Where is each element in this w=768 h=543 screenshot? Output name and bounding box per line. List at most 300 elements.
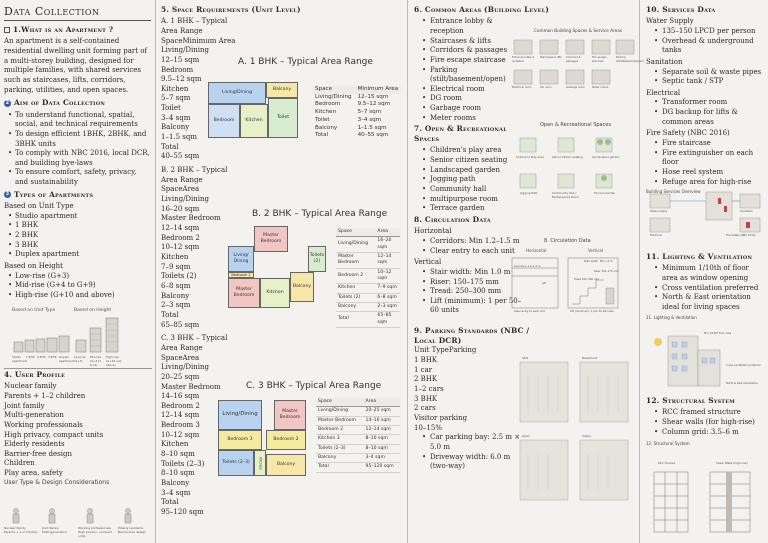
table-row <box>312 109 401 117</box>
column-1 <box>0 0 156 543</box>
text-line: Bedroom 2 <box>161 233 200 242</box>
room-toilets: Toilets (2) <box>308 246 326 272</box>
list-item: • Clear entry to each unit <box>414 247 526 257</box>
user-line: Play area, safety <box>4 469 63 478</box>
structural-figure-title: 12. Structural System <box>646 441 690 447</box>
table-cell: Total <box>336 312 375 328</box>
list-item: • Duplex apartment <box>4 250 151 260</box>
figure-label: 3 BHK <box>48 355 57 359</box>
text-line: Living/Dining <box>161 195 210 204</box>
list-item: • North & East orientation ideal for living spaces <box>646 293 764 312</box>
height-label: Based on Height <box>4 261 63 270</box>
table-row <box>312 101 401 109</box>
text-line: Toilets (2) <box>161 272 197 281</box>
room-balcony: Balcony <box>290 272 314 302</box>
text-line: 12–15 sqm <box>161 55 200 64</box>
list-item: • To comply with NBC 2016, local DCR, and building bye-laws <box>4 149 151 168</box>
table-cell: 8–10 sqm <box>364 444 400 453</box>
text-line: 9.5–12 sqm <box>161 75 202 84</box>
section-10-heading <box>646 5 764 15</box>
text-line: 2 BHK <box>414 375 438 384</box>
figure-label: Stilt <box>522 356 528 360</box>
list-item: • Parking (stilt/basement/open) <box>414 66 522 85</box>
user-line: Nuclear family <box>4 382 57 391</box>
section-11-heading-text: 11. Lighting & Ventilation <box>646 252 753 261</box>
text-line: 16–20 sqm <box>161 204 200 213</box>
figure-label: Cross ventilation preferred <box>726 364 761 367</box>
text-line: Living/Dining <box>161 46 210 55</box>
text-line: 3 BHK <box>414 394 438 403</box>
figure-label: Stair width: Min 1.0 m <box>584 260 613 263</box>
figure-label: Electrical <box>650 234 662 237</box>
text-line: Toilets (2–3) <box>161 459 205 468</box>
water-label: Water Supply <box>646 17 694 26</box>
fire-label: Fire Safety (NBC 2016) <box>646 129 730 138</box>
table-cell: 12–14 sqm <box>375 252 400 268</box>
table-cell: Kitchen <box>315 109 337 116</box>
table-row <box>316 444 400 453</box>
table-cell: 1–1.5 sqm <box>357 124 387 131</box>
table-cell: 10–12 sqm <box>375 268 400 284</box>
table-row <box>336 237 400 253</box>
square-bullet-icon <box>4 27 10 33</box>
text-line: 10–12 sqm <box>161 243 200 252</box>
table-header: Space <box>312 86 355 94</box>
room-living: Living/Dining <box>208 82 266 104</box>
user-line: Barrier-free design <box>4 449 72 458</box>
common-figure-title: Common Building Spaces & Service Areas <box>534 28 623 33</box>
section-2-heading-text: Aim of Data Collection <box>14 98 106 108</box>
open-spaces-figure-title: Open & Recreational Spaces <box>540 122 612 128</box>
list-item: • Garbage room <box>414 104 522 114</box>
text-line: 8–10 sqm <box>161 469 195 478</box>
user-line: Children <box>4 459 35 468</box>
structural-illustration <box>646 468 764 538</box>
table-row <box>312 132 401 140</box>
table-row <box>312 117 401 125</box>
text-line: Kitchen <box>161 84 189 93</box>
text-line: Bedroom <box>161 65 194 74</box>
text-line: 3–4 sqm <box>161 113 191 122</box>
room-balcony: Balcony <box>266 82 298 98</box>
section-5-heading-text: 5. Space Requirements (Unit Level) <box>161 5 301 14</box>
figure-label: Electrical room <box>512 86 532 89</box>
list-item: • Studio apartment <box>4 212 151 222</box>
page-title: Data Collection <box>4 4 151 21</box>
figure-label: DG room <box>540 86 552 89</box>
text-line: 3–4 sqm <box>161 488 191 497</box>
figure-label: Mid-rise (G+4 to G+9) <box>90 355 102 367</box>
list-item: • DG room <box>414 94 522 104</box>
table-cell: Kitchen <box>336 284 375 293</box>
table-cell: 20–25 sqm <box>364 407 400 416</box>
table-row <box>316 453 400 462</box>
list-item: • Separate soil & waste pipes <box>646 68 764 78</box>
room-living: Living/ Dining <box>228 246 254 272</box>
section-11-heading <box>646 252 764 262</box>
section-3-heading <box>4 190 151 200</box>
list-item: • Jogging path <box>414 175 530 185</box>
table-cell: 6–8 sqm <box>375 293 400 302</box>
vertical-label: Vertical <box>414 258 442 267</box>
bhk2-area-table <box>336 228 400 328</box>
list-item: • 135–150 LPCD per person <box>646 27 764 37</box>
text-line: 10–12 sqm <box>161 430 200 439</box>
list-item: • multipurpose room <box>414 195 530 205</box>
section-1-heading-text: 1.What is an Apartment ? <box>13 25 114 35</box>
list-item: • To ensure comfort, safety, privacy, and sustainability <box>4 168 151 187</box>
figure-label: Lift <box>542 282 547 285</box>
text-line: Bedroom 3 <box>161 421 200 430</box>
table-cell: Living/Dining <box>336 237 375 253</box>
figure-sublabel: Multi-generation <box>42 530 67 534</box>
text-line: Master Bedroom <box>161 214 221 223</box>
figure-label: North & East Orientation <box>726 382 758 385</box>
figure-label: Garbage room <box>566 86 585 89</box>
list-item: • Fire escape staircase <box>414 56 522 66</box>
figure-label: Clear entry to each unit <box>514 310 545 313</box>
list-item: • Minimum 1/10th of floor area as window opening <box>646 264 764 283</box>
text-line: 1–1.5 sqm <box>161 133 198 142</box>
table-cell: Balcony <box>315 124 338 131</box>
list-item: • Corridors & passages <box>414 46 522 56</box>
list-item: • Tread: 250–300 mm <box>414 287 526 297</box>
figure-label: Fire Safety (NBC 2016) <box>726 234 756 237</box>
room-master-bedroom: Master Bedroom <box>254 226 288 252</box>
figure-label: RCC Framed <box>658 461 676 465</box>
user-line: Multi-generation <box>4 411 64 420</box>
figure-label: Elderly residents <box>118 526 144 530</box>
figure-label: Visitor <box>582 434 592 438</box>
figure-label: Senior Citizen Seating <box>552 155 583 159</box>
list-item: • Overhead & underground tanks <box>646 37 764 56</box>
bhk3-title: C. 3 BHK – Typical Area Range <box>161 334 228 352</box>
column-2 <box>156 0 408 543</box>
section-6-heading-text: 6. Common Areas (Building Level) <box>414 5 550 14</box>
figure-label: Open <box>522 434 531 438</box>
table-header: Space <box>336 228 375 237</box>
text-line: Kitchen <box>161 252 189 261</box>
bhk2-figure-title: B. 2 BHK – Typical Area Range <box>252 209 388 219</box>
table-cell: 12–15 sqm <box>357 93 389 100</box>
unit-type-label: Based on Unit Type <box>4 202 74 211</box>
list-item: • Fire extinguisher on each floor <box>646 149 764 168</box>
list-item: • Stair width: Min 1.0 m <box>414 268 526 278</box>
table-cell: Bedroom 2 <box>316 425 364 434</box>
text-line: Master Bedroom <box>161 382 221 391</box>
text-line: Living/Dining <box>161 363 210 372</box>
list-item: • Low-rise (G+3) <box>4 272 151 282</box>
text-line: Total <box>161 498 179 507</box>
figure-label: Low-rise (G+3) <box>74 355 86 363</box>
room-master-bedroom: Master Bedroom <box>274 400 306 430</box>
section-9-heading-text: 9. Parking Standards (NBC / Local DCR) <box>414 326 530 346</box>
figure-label: Nuclear family <box>4 526 26 530</box>
user-line: Parents + 1–2 children <box>4 391 86 400</box>
section-8-heading-text: 8. Circulation Data <box>414 215 491 224</box>
table-cell: Total <box>316 463 364 472</box>
room-balcony: Balcony <box>266 454 306 476</box>
bhk1-plan <box>208 82 298 138</box>
text-line: Kitchen <box>161 440 189 449</box>
user-line: High privacy, compact units <box>4 430 104 439</box>
list-item: • RCC framed structure <box>646 408 764 418</box>
figure-label: Riser 150–175 mm <box>594 270 619 273</box>
number-badge-icon: 2 <box>5 99 10 106</box>
text-line: Total <box>161 142 179 151</box>
figure-label: Entrance lobby & reception <box>512 56 535 63</box>
figure-label: Vertical <box>588 248 603 253</box>
table-cell: Balcony <box>336 302 375 311</box>
bhk1-figure-title: A. 1 BHK – Typical Area Range <box>238 57 373 67</box>
room-toilets: Toilets (2–3) <box>218 450 254 476</box>
bhk1-area-table <box>312 86 401 140</box>
text-line: Toilet <box>161 104 181 113</box>
aim-list <box>4 111 151 188</box>
room-bedroom: Bedroom <box>208 104 240 138</box>
unit-type-list <box>4 212 151 260</box>
list-item: • Shear walls (for high-rise) <box>646 418 764 428</box>
table-row <box>336 252 400 268</box>
room-living: Living/Dining <box>218 400 262 430</box>
figure-label: Studio apartment <box>12 355 27 363</box>
list-item: • Community hall <box>414 185 530 195</box>
list-item: • Meter rooms <box>414 114 522 124</box>
table-cell: 95–120 sqm <box>364 463 400 472</box>
room-bedroom-3: Bedroom 3 <box>218 430 262 450</box>
section-1-text: An apartment is a self-contained residential dwelling unit forming part of a multi-storey building, designed for multiple families, with shared services such as staircases, lifts, corridors, parking, utilities, and open spaces. <box>4 37 148 94</box>
table-cell: Bedroom 2 <box>336 268 375 284</box>
user-line: Working professionals <box>4 420 83 429</box>
list-item: • To design efficient 1BHK, 2BHK, and 3BHK units <box>4 130 151 149</box>
list-item: • Septic tank / STP <box>646 77 764 87</box>
section-2-heading <box>4 98 151 108</box>
table-header: Space <box>316 398 364 407</box>
list-item: • Corridors: Min 1.2–1.5 m <box>414 237 526 247</box>
text-line: Total <box>161 310 179 319</box>
figure-label: Landscaped garden <box>592 155 620 159</box>
table-row <box>316 435 400 444</box>
text-line: 1 car <box>414 365 433 374</box>
table-cell: Living/Dining <box>316 407 364 416</box>
list-item: • Electrical room <box>414 85 522 95</box>
bhk2-title: B. 2 BHK – Typical Area Range <box>161 166 228 184</box>
text-line: Balcony <box>161 479 190 488</box>
figure-label: Horizontal <box>526 248 547 253</box>
figure-caption: Based on Unit Type <box>12 308 56 313</box>
text-line: 2–3 sqm <box>161 301 191 310</box>
section-1-heading <box>4 25 151 35</box>
figure-label: Corridors & passages <box>566 56 581 63</box>
list-item: • Car parking bay: 2.5 m × 5.0 m <box>414 433 530 452</box>
sanitation-label: Sanitation <box>646 57 683 66</box>
room-toilet: Toilet <box>268 98 298 138</box>
list-item: • Column grid: 3.5–6 m <box>646 428 764 438</box>
figure-label: 1 BHK <box>26 355 35 359</box>
table-cell: Total <box>315 132 329 139</box>
list-item: • Riser: 150–175 mm <box>414 278 526 288</box>
electrical-label: Electrical <box>646 88 681 97</box>
table-cell: 40–55 sqm <box>357 132 389 139</box>
list-item: • Lift (minimum): 1 per 50–60 units <box>414 297 526 316</box>
water-list <box>646 27 764 56</box>
room-kitchen: Kitchen <box>260 278 290 308</box>
table-cell: 8–10 sqm <box>364 435 400 444</box>
text-line: 7–9 sqm <box>161 262 191 271</box>
figure-label: Community Hall / Multipurpose Room <box>552 191 580 199</box>
text-line: Visitor parking <box>414 414 468 423</box>
user-line: Elderly residents <box>4 440 65 449</box>
figure-sublabel: Barrier-free design <box>118 530 146 534</box>
table-row <box>316 407 400 416</box>
text-line: Balcony <box>161 291 190 300</box>
section-4-heading <box>4 368 152 380</box>
common-areas-list <box>414 17 522 123</box>
apartment-types-figure <box>12 308 152 366</box>
table-header: Area <box>375 228 400 237</box>
table-header: Minimum Area <box>355 86 402 94</box>
figure-sublabel: High privacy, compact units <box>78 530 112 539</box>
list-item: • Staircases & lifts <box>414 37 522 47</box>
text-line: 2 cars <box>414 404 436 413</box>
parking-list <box>414 433 530 472</box>
user-line: Joint family <box>4 401 45 410</box>
figure-label: Terrace Garden <box>594 191 616 195</box>
table-cell: 5–7 sqm <box>357 109 382 116</box>
figure-label: Staircases & lifts <box>540 56 562 59</box>
table-cell: Balcony <box>316 453 364 462</box>
text-line: 20–25 sqm <box>161 372 200 381</box>
lighting-figure-title: 11. Lighting & Ventilation <box>646 314 697 320</box>
figure-label: Corridors: 1.2–1.5 m <box>514 265 541 268</box>
section-7-heading-text: 7. Open & Recreational Spaces <box>414 124 507 144</box>
text-line: 5–7 sqm <box>161 94 191 103</box>
table-row <box>336 293 400 302</box>
section-3-heading-text: Types of Apartments <box>14 189 94 199</box>
list-item: • Cross ventilation preferred <box>646 284 764 294</box>
table-cell: 9.5–12 sqm <box>357 101 391 108</box>
figure-label: Duplex apartment <box>59 355 74 363</box>
bhk3-figure-title: C. 3 BHK – Typical Area Range <box>246 381 382 391</box>
table-row <box>336 312 400 328</box>
list-item: • Mid-rise (G+4 to G+9) <box>4 281 151 291</box>
lighting-list <box>646 264 764 312</box>
bhk3-plan <box>218 400 306 476</box>
room-master-bedroom: Master Bedroom <box>228 278 260 308</box>
table-cell: Bedroom <box>315 101 341 108</box>
section-8-heading <box>414 215 526 225</box>
table-row <box>312 94 401 102</box>
bhk2-plan <box>228 226 328 308</box>
bhk1-title: A. 1 BHK – Typical Area Range <box>161 17 228 35</box>
table-header: Area <box>364 398 400 407</box>
services-figure-title: Building Services Overview <box>646 189 701 195</box>
list-item: • Entrance lobby & reception <box>414 17 522 36</box>
section-4-heading-text: 4. User Profile <box>4 370 66 379</box>
section-6-heading <box>414 5 635 15</box>
figure-label: Min 1/10th floor area <box>704 332 732 335</box>
text-line: 10–15% <box>414 423 442 432</box>
table-row <box>336 284 400 293</box>
text-line: 1–2 cars <box>414 385 444 394</box>
list-item: • Senior citizen seating <box>414 156 530 166</box>
room-kitchen: Kitchen <box>254 450 266 476</box>
section-10-heading-text: 10. Services Data <box>646 5 716 14</box>
sanitation-list <box>646 68 764 87</box>
text-line: 1 BHK <box>414 356 438 365</box>
text-line: 40–55 sqm <box>161 152 200 161</box>
column-3 <box>408 0 645 543</box>
list-item: • Transformer room <box>646 98 764 108</box>
text-line: 12–14 sqm <box>161 224 200 232</box>
list-item: • Refuge area for high-rise <box>646 178 764 188</box>
table-cell: 2–3 sqm <box>375 302 400 311</box>
table-cell: 14–16 sqm <box>364 416 400 425</box>
figure-label: 2 BHK <box>37 355 46 359</box>
list-item: • Driveway width: 6.0 m (two-way) <box>414 453 530 472</box>
figure-label: High-rise (G+10 and above) <box>106 355 122 367</box>
list-item: • 2 BHK <box>4 231 151 241</box>
list-item: • Children's play area <box>414 146 530 156</box>
table-row <box>316 425 400 434</box>
bhk3-area-table <box>316 398 400 473</box>
list-item: • 3 BHK <box>4 241 151 251</box>
room-bedroom-2: Bedroom 2 <box>266 430 306 450</box>
table-row <box>316 416 400 425</box>
text-line: Bedroom 2 <box>161 401 200 410</box>
figure-label: Joint family <box>42 526 59 530</box>
text-line: 14–16 sqm <box>161 392 200 401</box>
electrical-list <box>646 98 764 127</box>
text-line: 95–120 sqm <box>161 508 204 517</box>
structural-list <box>646 408 764 437</box>
section-12-heading <box>646 396 764 406</box>
list-item: • 1 BHK <box>4 221 151 231</box>
text-line: 8–10 sqm <box>161 450 195 459</box>
table-row <box>316 463 400 472</box>
table-cell: 12–14 sqm <box>364 425 400 434</box>
user-figure-heading: User Type & Design Considerations <box>4 478 110 486</box>
table-cell: Master Bedroom <box>336 252 375 268</box>
figure-label: Jogging Path <box>520 191 538 195</box>
fire-list <box>646 139 764 187</box>
list-item: • DG backup for lifts & common areas <box>646 108 764 127</box>
list-item: • Fire staircase <box>646 139 764 149</box>
room-bedroom-2: Bedroom 2 <box>228 272 254 278</box>
figure-label: Meter rooms <box>592 86 609 89</box>
text-line: SpaceArea <box>161 185 200 194</box>
figure-label: Basement <box>582 356 598 360</box>
table-cell: Master Bedroom <box>316 416 364 425</box>
table-row <box>336 268 400 284</box>
figure-label: Parking (stilt/basement/open) <box>616 56 645 63</box>
figure-label: Lift (minimum): 1 per 50–60 units <box>570 310 614 313</box>
section-12-heading-text: 12. Structural System <box>646 396 735 405</box>
height-list <box>4 272 151 301</box>
text-line: 6–8 sqm <box>161 281 191 290</box>
horizontal-label: Horizontal <box>414 227 452 236</box>
figure-label: Water Supply <box>650 210 668 213</box>
table-cell: Toilets (2–3) <box>316 444 364 453</box>
figure-label: Tread 250–300 mm <box>574 278 599 281</box>
list-item: • High-rise (G+10 and above) <box>4 291 151 301</box>
table-cell: 16–20 sqm <box>375 237 400 253</box>
figure-label: Working professionals <box>78 526 111 530</box>
text-line: SpaceArea <box>161 353 200 362</box>
table-cell: Toilets (2) <box>336 293 375 302</box>
figure-label: Children's Play area <box>516 155 544 159</box>
figure-label: Shear Walls (high-rise) <box>716 461 748 465</box>
